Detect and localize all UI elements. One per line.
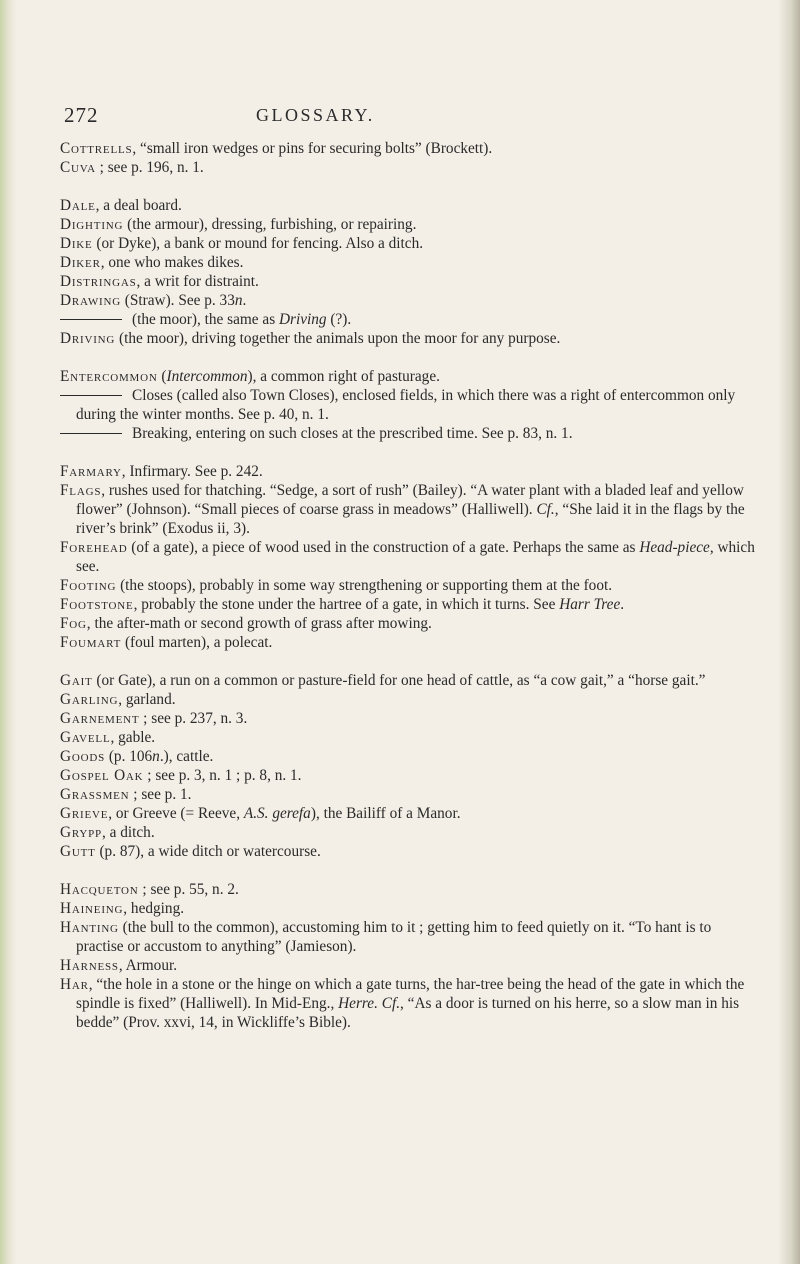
entry-headword: Grassmen — [60, 786, 130, 803]
entry-definition: (p. 106 — [105, 748, 153, 765]
ditto-dash — [60, 433, 122, 434]
entry-italic: Harr Tree — [559, 596, 621, 613]
entry-definition: (or Dyke), a bank or mound for fencing. Also a ditch. — [92, 235, 424, 252]
glossary-entry — [60, 291, 760, 310]
entry-headword: Dighting — [60, 216, 124, 233]
glossary-entry — [60, 329, 760, 348]
entry-definition-tail: , “As a door is turned on his herre, so a slow man in his bedde” (Prov. xxvi, 14, in Wickliffe’s Bible). — [76, 995, 740, 1031]
entry-italic: n — [234, 292, 243, 309]
entry-definition: , or Greeve (= Reeve, — [108, 805, 244, 822]
entry-headword: Driving — [60, 330, 116, 347]
entry-definition-tail: , which see. — [76, 539, 755, 575]
glossary-entry — [60, 823, 760, 842]
glossary-entry — [60, 747, 760, 766]
entry-definition: , a ditch. — [101, 824, 155, 841]
entry-headword: Dale — [60, 197, 96, 214]
entry-definition-tail: (?). — [326, 311, 352, 328]
entry-italic: n — [152, 748, 160, 765]
entry-definition: , hedging. — [123, 900, 185, 917]
entry-definition: (the moor), driving together the animals upon the moor for any purpose. — [115, 330, 561, 347]
book-gutter-shadow — [0, 0, 16, 1264]
entry-headword: Foumart — [60, 634, 122, 651]
glossary-entry — [60, 842, 760, 861]
entry-definition: (the stoops), probably in some way strengthening or supporting them at the foot. — [116, 577, 613, 594]
entry-definition: ; see p. 55, n. 2. — [138, 881, 239, 898]
entry-headword: Drawing — [60, 292, 121, 309]
section-gap — [60, 177, 760, 196]
entry-definition: , a deal board. — [95, 197, 182, 214]
glossary-entry — [60, 253, 760, 272]
glossary-entries — [60, 139, 760, 1032]
page-edge-shadow — [778, 0, 800, 1264]
glossary-entry — [60, 956, 760, 975]
entry-italic: Head-piece — [639, 539, 710, 556]
entry-headword: Garnement — [60, 710, 140, 727]
entry-definition: ( — [157, 368, 167, 385]
entry-definition: (the armour), dressing, furbishing, or repairing. — [123, 216, 417, 233]
glossary-entry — [60, 462, 760, 481]
section-gap — [60, 861, 760, 880]
glossary-entry — [60, 386, 760, 424]
glossary-entry — [60, 975, 760, 1032]
entry-definition: , gable. — [110, 729, 156, 746]
glossary-entry — [60, 481, 760, 538]
glossary-entry — [60, 595, 760, 614]
entry-definition: , one who makes dikes. — [100, 254, 244, 271]
entry-definition: ; see p. 237, n. 3. — [139, 710, 248, 727]
entry-definition: ; see p. 1. — [129, 786, 192, 803]
entry-definition: , the after-math or second growth of grass after mowing. — [86, 615, 432, 632]
entry-headword: Haineing — [60, 900, 124, 917]
glossary-entry — [60, 196, 760, 215]
glossary-entry — [60, 728, 760, 747]
entry-headword: Cottrells — [60, 140, 133, 157]
glossary-entry — [60, 899, 760, 918]
entry-definition: ; see p. 3, n. 1 ; p. 8, n. 1. — [143, 767, 302, 784]
entry-definition: , Infirmary. See p. 242. — [121, 463, 263, 480]
glossary-entry — [60, 671, 760, 690]
page-header — [60, 103, 760, 139]
glossary-entry — [60, 215, 760, 234]
entry-headword: Goods — [60, 748, 105, 765]
entry-headword: Distringas — [60, 273, 137, 290]
entry-headword: Harness — [60, 957, 119, 974]
page-number: 272 — [64, 103, 99, 127]
ditto-dash — [60, 395, 122, 396]
entry-definition-tail: , “She laid it in the flags by the river’s brink” (Exodus ii, 3). — [76, 501, 745, 537]
glossary-entry — [60, 158, 760, 177]
entry-definition: (the moor), the same as — [132, 311, 279, 328]
section-gap — [60, 652, 760, 671]
entry-definition: ; see p. 196, n. 1. — [95, 159, 204, 176]
entry-headword: Grieve — [60, 805, 109, 822]
glossary-entry — [60, 918, 760, 956]
entry-definition: , “small iron wedges or pins for securing bolts” (Brockett). — [132, 140, 493, 157]
entry-definition: , garland. — [118, 691, 176, 708]
entry-definition-tail: . — [620, 596, 625, 613]
entry-definition: Closes (called also Town Closes), enclosed fields, in which there was a right of entercommon only during the winter months. See p. 40, n. 1. — [76, 387, 736, 423]
glossary-entry — [60, 367, 760, 386]
glossary-entry — [60, 804, 760, 823]
entry-italic: Herre. Cf. — [338, 995, 401, 1012]
entry-definition: , “the hole in a stone or the hinge on which a gate turns, the har-tree being the head of the gate in which the spindle is fixed” (Halliwell). In Mid-Eng., — [76, 976, 745, 1012]
entry-italic: Driving — [278, 311, 327, 328]
glossary-entry — [60, 880, 760, 899]
glossary-entry — [60, 234, 760, 253]
entry-definition: (of a gate), a piece of wood used in the construction of a gate. Perhaps the same as — [127, 539, 640, 556]
entry-headword: Gavell — [60, 729, 111, 746]
entry-definition-tail: .), cattle. — [159, 748, 214, 765]
entry-headword: Gutt — [60, 843, 96, 860]
glossary-entry — [60, 139, 760, 158]
glossary-page — [60, 103, 760, 1032]
glossary-entry — [60, 272, 760, 291]
entry-italic: Intercommon — [166, 368, 248, 385]
glossary-entry — [60, 310, 760, 329]
entry-definition: , rushes used for thatching. “Sedge, a sort of rush” (Bailey). “A water plant with a bladed leaf and yellow flower” (Johnson). “Small pieces of coarse grass in meadows” (Halliwell). — [76, 482, 744, 518]
section-gap — [60, 443, 760, 462]
entry-definition: Breaking, entering on such closes at the prescribed time. See p. 83, n. 1. — [132, 425, 573, 442]
entry-definition-tail: ), a common right of pasturage. — [247, 368, 440, 385]
entry-headword: Gospel Oak — [60, 767, 144, 784]
glossary-entry — [60, 709, 760, 728]
entry-headword: Garling — [60, 691, 119, 708]
entry-headword: Har — [60, 976, 89, 993]
entry-definition: , probably the stone under the hartree of a gate, in which it turns. See — [133, 596, 560, 613]
glossary-entry — [60, 424, 760, 443]
glossary-entry — [60, 785, 760, 804]
section-gap — [60, 348, 760, 367]
entry-headword: Forehead — [60, 539, 128, 556]
entry-headword: Entercommon — [60, 368, 158, 385]
glossary-entry — [60, 576, 760, 595]
entry-headword: Hacqueton — [60, 881, 139, 898]
running-title: GLOSSARY. — [256, 105, 375, 125]
entry-headword: Footstone — [60, 596, 134, 613]
entry-headword: Farmary — [60, 463, 122, 480]
entry-italic: A.S. gerefa — [243, 805, 311, 822]
entry-definition: (or Gate), a run on a common or pasture-field for one head of cattle, as “a cow gait,” a “horse gait.” — [92, 672, 706, 689]
entry-headword: Footing — [60, 577, 117, 594]
glossary-entry — [60, 690, 760, 709]
entry-definition: , Armour. — [118, 957, 178, 974]
glossary-entry — [60, 538, 760, 576]
entry-headword: Diker — [60, 254, 101, 271]
entry-definition: (the bull to the common), accustoming him to it ; getting him to feed quietly on it. “To hant is to practise or accustom to anything” (Jamieson). — [76, 919, 712, 955]
glossary-entry — [60, 633, 760, 652]
entry-headword: Hanting — [60, 919, 119, 936]
glossary-entry — [60, 766, 760, 785]
entry-definition: (Straw). See p. 33 — [120, 292, 235, 309]
glossary-entry — [60, 614, 760, 633]
entry-headword: Fog — [60, 615, 87, 632]
entry-definition: (foul marten), a polecat. — [121, 634, 273, 651]
entry-italic: Cf. — [536, 501, 555, 518]
entry-headword: Gait — [60, 672, 93, 689]
ditto-dash — [60, 319, 122, 320]
entry-headword: Cuva — [60, 159, 96, 176]
entry-definition: , a writ for distraint. — [136, 273, 259, 290]
entry-definition-tail: . — [242, 292, 247, 309]
entry-headword: Grypp — [60, 824, 102, 841]
entry-headword: Dike — [60, 235, 93, 252]
entry-headword: Flags — [60, 482, 102, 499]
entry-definition-tail: ), the Bailiff of a Manor. — [310, 805, 461, 822]
entry-definition: (p. 87), a wide ditch or watercourse. — [95, 843, 321, 860]
